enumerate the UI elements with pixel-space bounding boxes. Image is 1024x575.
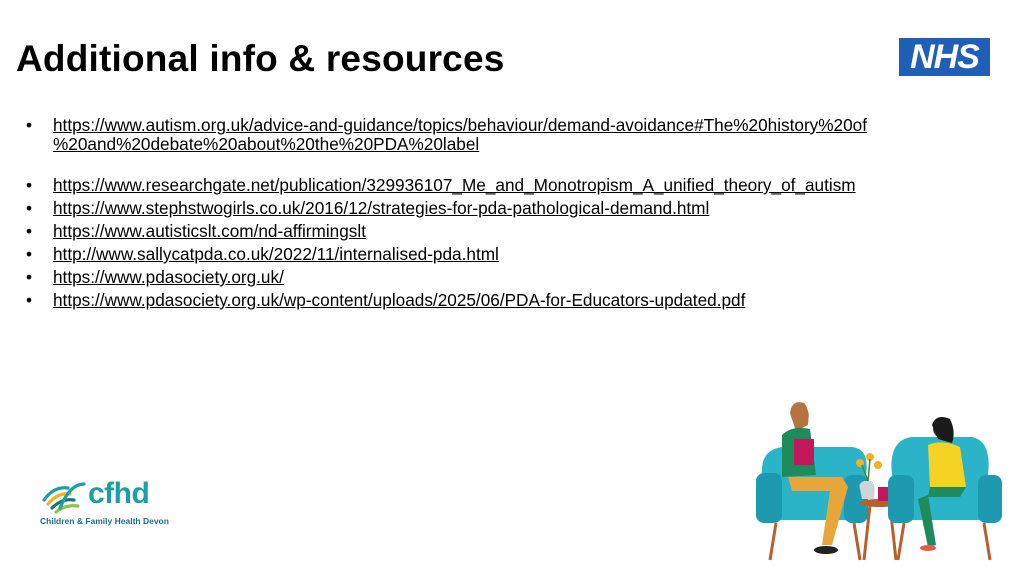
list-item <box>26 291 986 310</box>
link-sallycatpda[interactable]: http://www.sallycatpda.co.uk/2022/11/internalised-pda.html <box>53 244 499 264</box>
list-item <box>26 199 986 218</box>
right-person-shoe <box>920 545 936 551</box>
resource-links-list <box>26 116 986 314</box>
left-chair-arm <box>756 473 782 523</box>
link-autisticslt[interactable]: https://www.autisticslt.com/nd-affirmingslt <box>53 221 366 241</box>
link-autism-org[interactable]: https://www.autism.org.uk/advice-and-guidance/topics/behaviour/demand-avoidance#The%20history%20of %20and%20debate%20about%20the%20PDA%20label <box>53 115 868 154</box>
list-item <box>26 268 986 287</box>
bullet: • <box>26 290 33 310</box>
bullet: • <box>26 198 33 218</box>
bullet: • <box>26 267 33 287</box>
chair-leg <box>770 523 776 560</box>
slide-title: Additional info & resources <box>16 38 505 79</box>
list-item <box>26 222 986 241</box>
right-person-lap <box>928 487 966 497</box>
nhs-logo <box>899 38 990 76</box>
bullet: • <box>26 175 33 195</box>
bullet: • <box>26 115 33 135</box>
right-person-body <box>928 442 966 487</box>
bullet: • <box>26 244 33 264</box>
bullet: • <box>26 221 33 241</box>
link-researchgate[interactable]: https://www.researchgate.net/publication/329936107_Me_and_Monotropism_A_unified_theory_of_autism <box>53 175 856 195</box>
right-chair-arm <box>978 475 1002 523</box>
nhs-logo-text: NHS <box>910 38 979 76</box>
chair-leg <box>984 523 990 560</box>
left-person-hair <box>790 402 809 431</box>
clipboard <box>794 439 814 465</box>
link-pdasociety[interactable]: https://www.pdasociety.org.uk/ <box>53 267 284 287</box>
list-item <box>26 116 986 154</box>
cfhd-logo-text: cfhd <box>88 477 150 510</box>
list-item <box>26 176 986 195</box>
link-pda-educators-pdf[interactable]: https://www.pdasociety.org.uk/wp-content/uploads/2025/06/PDA-for-Educators-updated.pdf <box>53 290 746 310</box>
vase <box>860 481 875 499</box>
chair-leg <box>898 523 904 560</box>
left-person-shoe <box>814 546 838 554</box>
flower-stem <box>868 459 870 481</box>
cfhd-logo-subtitle: Children & Family Health Devon <box>40 516 169 526</box>
right-chair-arm <box>888 475 914 523</box>
link-stephstwogirls[interactable]: https://www.stephstwogirls.co.uk/2016/12/strategies-for-pda-pathological-demand.html <box>53 198 710 218</box>
flower <box>874 461 882 469</box>
two-people-chairs-illustration <box>752 395 1007 565</box>
list-item <box>26 245 986 264</box>
chair-leg <box>854 523 860 560</box>
